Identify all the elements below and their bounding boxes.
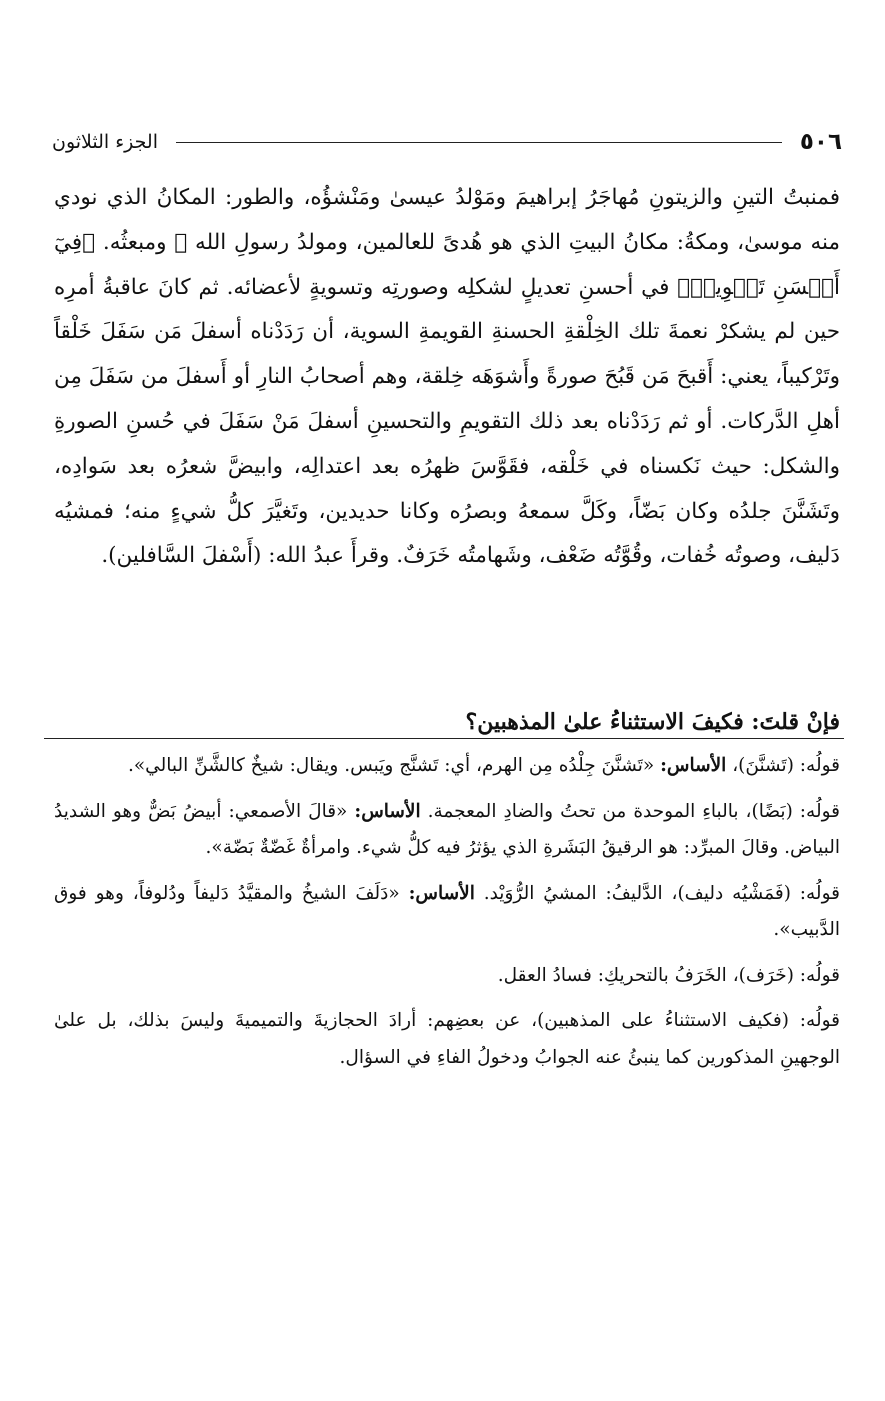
footnote-prefix: قولُه: (فكيف الاستثناءُ على المذهبين)، عن بعضِهم: أرادَ الحجازيةَ والتميميةَ وليسَ بذلك، بل علىٰ الوجهينِ المذكورين كما ينبئُ عنه الجوابُ ودخولُ الفاءِ في السؤال. bbox=[54, 1010, 840, 1068]
footnote-prefix: قولُه: (بَضًا)، بالباءِ الموحدة من تحتُ والضادِ المعجمة. bbox=[420, 800, 840, 822]
footnote-2 bbox=[54, 794, 840, 867]
footnote-text: «تَشنَّنَ جِلْدُه مِن الهرم، أي: تَشنَّج ويَبس. ويقال: شيخٌ كالشَّنِّ البالي». bbox=[127, 755, 661, 776]
main-paragraph: فمنبتُ التينِ والزيتونِ مُهاجَرُ إبراهيمَ ومَوْلدُ عيسىٰ ومَنْشؤُه، والطور: المكانُ الذي نودي منه موسىٰ، ومكةُ: مكانُ البيتِ الذي هو هُدىً للعالمين، ومولدُ رسولِ الله ﷺ ومبعثُه. ﴿فِيٓ أَحۡسَنِ تَقۡوِيمٖ﴾ في أحسنِ تعديلٍ لشكلِه وصورتِه وتسويةٍ لأعضائه. ثم كانَ عاقبةُ أمرِه حين لم يشكرْ نعمةَ تلك الخِلْقةِ الحسنةِ القويمةِ السوية، أن رَدَدْناه أسفلَ مَن سَفَلَ خَلْقاً وتَرْكيباً، يعني: أَقبحَ مَن قَبُحَ صورةً وأَشوَهَه خِلقة، وهم أصحابُ النارِ أو أَسفلَ من سَفَلَ مِن أهلِ الدَّركات. أو ثم رَدَدْناه بعد ذلك التقويمِ والتحسينِ أسفلَ مَنْ سَفَلَ في حُسنِ الصورةِ والشكل: حيث نَكسناه في خَلْقه، فقَوَّسَ ظهرُه بعد اعتدالِه، وابيضَّ شعرُه بعد سَوادِه، وتَشَنَّنَ جلدُه وكان بَضّاً، وكَلَّ سمعهُ وبصرُه وكانا حديدين، وتَغيَّرَ كلُّ شيءٍ منه؛ فمشيُه دَليف، وصوتُه خُفات، وقُوَّتُه ضَعْف، وشَهامتُه خَرَفٌ. وقرأَ عبدُ الله: (أَسْفلَ السَّافلين). bbox=[54, 185, 840, 569]
page-header bbox=[52, 120, 842, 164]
footnote-separator bbox=[44, 738, 844, 739]
footnote-text: «قالَ الأصمعي: أبيضُ بَضٌّ وهو الشديدُ البياض. وقالَ المبرِّد: هو الرقيقُ البَشَرةِ الذي يؤثرُ فيه كلُّ شيء. وامرأةٌ غَضّةٌ بَضّة». bbox=[54, 800, 840, 858]
footnote-4 bbox=[54, 958, 840, 995]
footnote-prefix: قولُه: (فَمَشْيُه دليف)، الدَّليفُ: المشيُ الرُّوَيْد. bbox=[474, 882, 840, 904]
page-number: ٥٠٦ bbox=[799, 129, 842, 155]
footnote-1 bbox=[54, 748, 840, 785]
footnote-3 bbox=[54, 876, 840, 949]
volume-title: الجزء الثلاثون bbox=[52, 131, 158, 153]
header-rule bbox=[176, 142, 782, 143]
footnote-source: الأساس: bbox=[354, 800, 421, 822]
main-text bbox=[54, 176, 840, 579]
question-line: فإنْ قلتَ: فكيفَ الاستثناءُ علىٰ المذهبين؟ bbox=[465, 709, 840, 735]
footnotes-section bbox=[54, 748, 840, 1085]
footnote-prefix: قولُه: (تَشنَّنَ)، bbox=[726, 755, 840, 776]
footnote-5 bbox=[54, 1003, 840, 1076]
footnote-text: «دَلَفَ الشيخُ والمقيَّدُ دَليفاً ودُلوفاً، وهو فوق الدَّبيب». bbox=[54, 882, 840, 940]
footnote-source: الأساس: bbox=[660, 755, 727, 776]
footnote-prefix: قولُه: (خَرَف)، الخَرَفُ بالتحريكِ: فسادُ العقل. bbox=[497, 964, 840, 986]
footnote-source: الأساس: bbox=[408, 882, 475, 904]
